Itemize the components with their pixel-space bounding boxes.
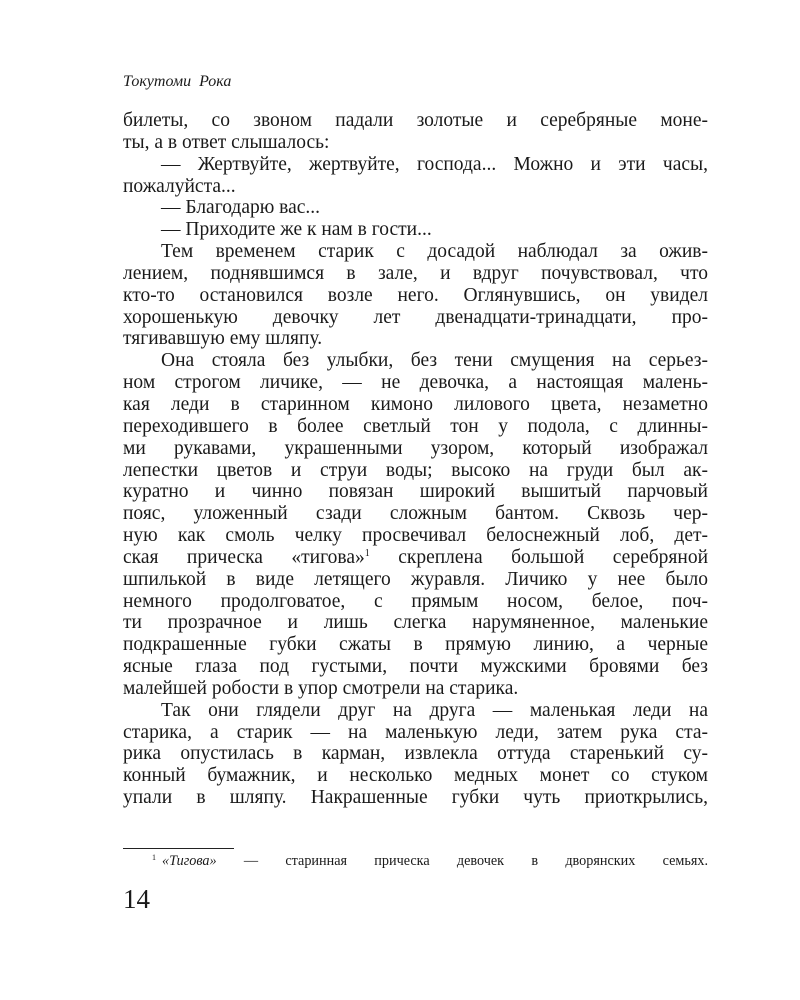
text-line: пожалуйста...	[123, 175, 236, 197]
text-line: ты, а в ответ слышалось:	[123, 131, 330, 153]
text-line: переходившего в более светлый тон у подола, с длинны-	[123, 415, 708, 437]
text-line: пояс, уложенный сзади сложным бантом. Сквозь чер-	[123, 503, 708, 525]
text-line: ясные глаза под густыми, почти мужскими бровями без	[123, 656, 708, 678]
text-line: шпилькой в виде летящего журавля. Личико у нее было	[123, 568, 708, 590]
text-line: ти прозрачное и лишь слегка нарумяненное, маленькие	[123, 612, 708, 634]
body-text	[123, 110, 708, 809]
text-line: подкрашенные губки сжаты в прямую линию, а черные	[123, 634, 708, 656]
text-line: Она стояла без улыбки, без тени смущения на серьез-	[161, 350, 708, 372]
footnote-text: — старинная прическа девочек в дворянских семьях.	[216, 853, 708, 869]
text-line: ном строгом личике, — не девочка, а настоящая малень-	[123, 372, 708, 394]
text-line: Тем временем старик с досадой наблюдал за ожив-	[161, 241, 708, 263]
footnote-divider	[123, 848, 234, 849]
text-line: старика, а старик — на маленькую леди, затем рука ста-	[123, 721, 708, 743]
page-number: 14	[123, 884, 150, 914]
running-header: Токутоми Рока	[123, 73, 232, 90]
text-line: малейшей робости в упор смотрели на старика.	[123, 677, 519, 699]
text-segment: скреплена большой серебряной	[369, 546, 709, 568]
footnote	[152, 853, 708, 870]
text-line: билеты, со звоном падали золотые и серебряные моне-	[123, 110, 708, 131]
text-line: лепестки цветов и струи воды; высоко на груди был ак-	[123, 459, 708, 481]
footnote-term: «Тигова»	[162, 853, 217, 869]
text-line: куратно и чинно повязан широкий вышитый парчовый	[123, 481, 708, 503]
text-line: — Благодарю вас...	[161, 197, 321, 219]
text-line	[123, 547, 708, 569]
text-segment: ская прическа «тигова»	[123, 546, 365, 568]
text-line: хорошенькую девочку лет двенадцати-тринадцати, про-	[123, 306, 708, 328]
text-line: — Жертвуйте, жертвуйте, господа... Можно и эти часы,	[161, 153, 708, 175]
text-line: лением, поднявшимся в зале, и вдруг почувствовал, что	[123, 262, 708, 284]
text-line: кто-то остановился возле него. Оглянувшись, он увидел	[123, 284, 708, 306]
text-line: Так они глядели друг на друга — маленькая леди на	[161, 699, 708, 721]
text-line: кая леди в старинном кимоно лилового цвета, незаметно	[123, 393, 708, 415]
text-line: — Приходите же к нам в гости...	[161, 219, 432, 241]
text-line: упали в шляпу. Накрашенные губки чуть приоткрылись,	[123, 787, 708, 809]
footnote-reference[interactable]: 1	[364, 547, 370, 559]
footnote-number: 1	[152, 853, 156, 862]
text-line: конный бумажник, и несколько медных монет со стуком	[123, 765, 708, 787]
text-line: ми рукавами, украшенными узором, который изображал	[123, 437, 708, 459]
text-line: рика опустилась в карман, извлекла оттуда старенький су-	[123, 743, 708, 765]
text-line: немного продолговатое, с прямым носом, белое, поч-	[123, 590, 708, 612]
text-line: тягивавшую ему шляпу.	[123, 328, 323, 350]
text-line: ную как смоль челку просвечивал белоснежный лоб, дет-	[123, 525, 708, 547]
